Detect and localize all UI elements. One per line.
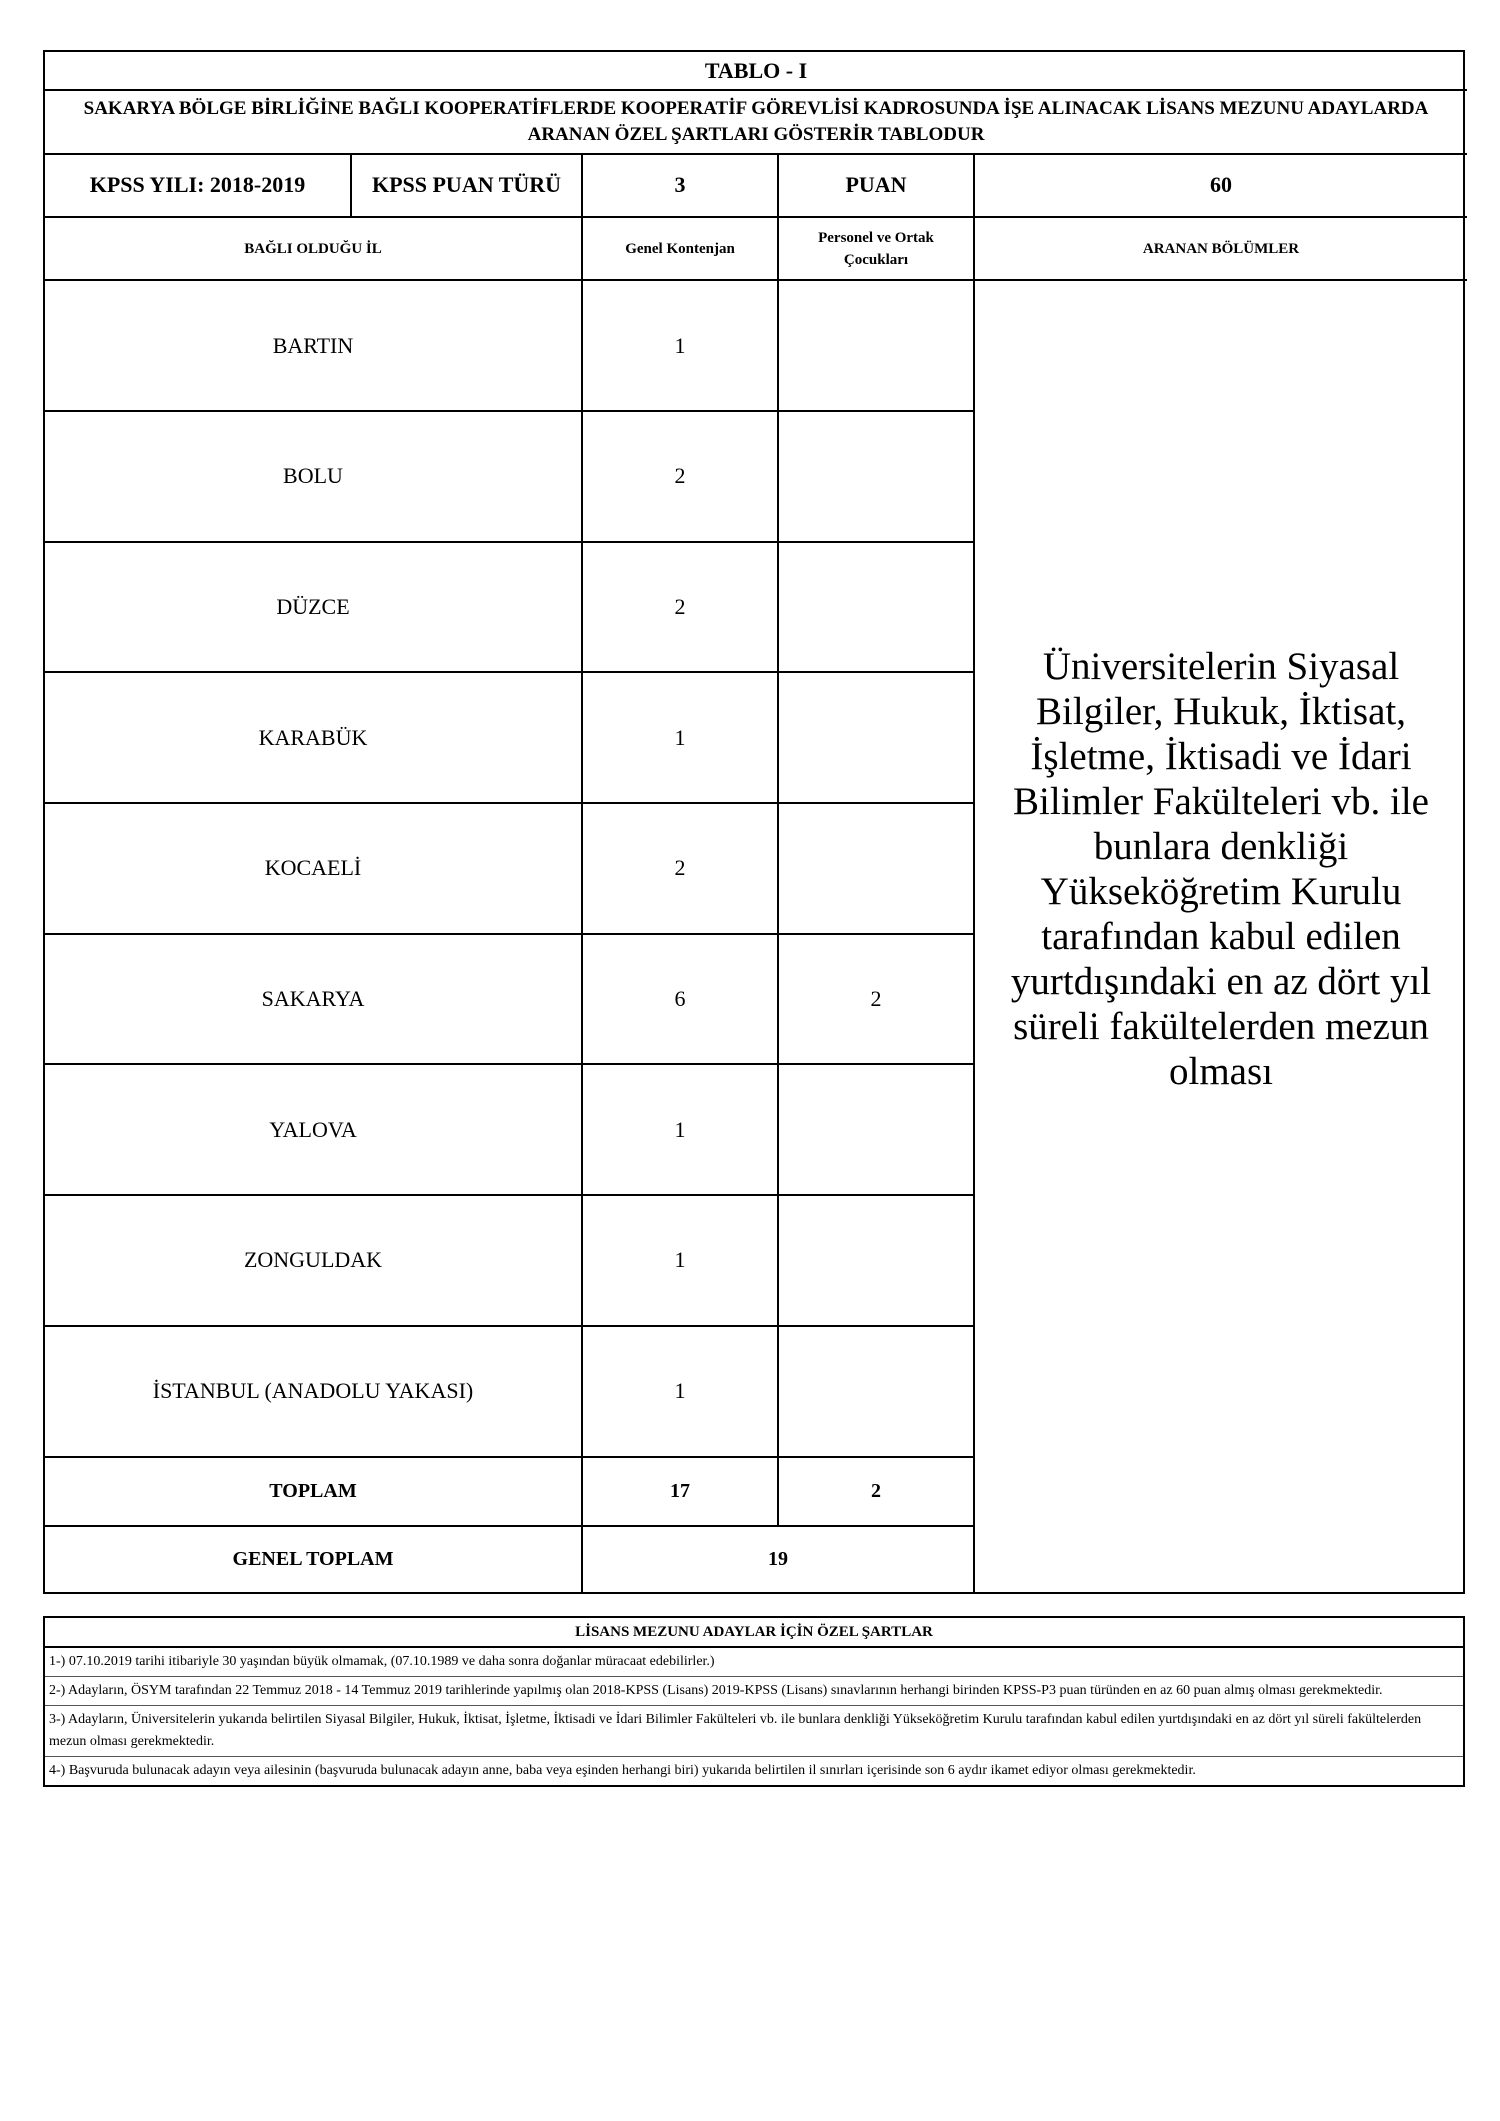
table-title: TABLO - I: [45, 52, 1467, 90]
general-quota-cell: 2: [582, 803, 778, 934]
province-cell: YALOVA: [45, 1064, 582, 1195]
staff-quota-cell: [778, 1064, 974, 1195]
title-row: [45, 52, 1467, 90]
col-header-staff-children: Personel ve Ortak Çocukları: [778, 217, 974, 280]
condition-item: 2-) Adayların, ÖSYM tarafından 22 Temmuz 2018 - 14 Temmuz 2019 tarihlerinde yapılmış olan 2018-KPSS (Lisans) 2019-KPSS (Lisans) sınavlarının herhangi birinden KPSS-P3 puan türünden en az 60 puan almış olması gerekmektedir.: [45, 1677, 1463, 1706]
kpss-type-value: 3: [582, 154, 778, 217]
general-quota-cell: 1: [582, 672, 778, 803]
staff-quota-cell: 2: [778, 934, 974, 1065]
general-quota-cell: 1: [582, 1326, 778, 1458]
general-quota-cell: 1: [582, 280, 778, 411]
puan-label: PUAN: [778, 154, 974, 217]
special-conditions-box: [43, 1616, 1465, 1787]
condition-item: 3-) Adayların, Üniversitelerin yukarıda belirtilen Siyasal Bilgiler, Hukuk, İktisat, İşletme, İktisadi ve İdari Bilimler Fakülteleri vb. ile bunlara denkliği Yükseköğretim Kurulu tarafından kabul edilen yurtdışındaki en az dört yıl süreli fakültelerden mezun olması gerekmektedir.: [45, 1706, 1463, 1757]
general-quota-cell: 1: [582, 1195, 778, 1326]
total-general: 17: [582, 1457, 778, 1525]
col-header-general-quota: Genel Kontenjan: [582, 217, 778, 280]
puan-value: 60: [974, 154, 1467, 217]
province-cell: ZONGULDAK: [45, 1195, 582, 1326]
departments-blank-cell: [974, 1457, 1467, 1592]
quota-table-frame: [43, 50, 1465, 1594]
general-quota-cell: 1: [582, 1064, 778, 1195]
subtitle-row: [45, 90, 1467, 153]
required-departments-text: Üniversitelerin Siyasal Bilgiler, Hukuk, İktisat, İşletme, İktisadi ve İdari Bilimler Fakülteleri vb. ile bunlara denkliği Yükseköğretim Kurulu tarafından kabul edilen yurtdışındaki en az dört yıl süreli fakültelerden mezun olması: [974, 280, 1467, 1457]
total-label: TOPLAM: [45, 1457, 582, 1525]
col-header-province: BAĞLI OLDUĞU İL: [45, 217, 582, 280]
kpss-info-row: [45, 154, 1467, 217]
grand-total-label: GENEL TOPLAM: [45, 1526, 582, 1592]
grand-total-value: 19: [582, 1526, 974, 1592]
province-cell: KOCAELİ: [45, 803, 582, 934]
province-cell: DÜZCE: [45, 542, 582, 673]
special-conditions-table: [45, 1618, 1463, 1785]
total-row: [45, 1457, 1467, 1525]
kpss-type-label: KPSS PUAN TÜRÜ: [371, 172, 562, 198]
kpss-info-group: [45, 154, 582, 217]
general-quota-cell: 6: [582, 934, 778, 1065]
condition-item: 4-) Başvuruda bulunacak adayın veya ailesinin (başvuruda bulunacak adayın anne, baba veya eşinden herhangi biri) yukarıda belirtilen il sınırları içerisinde son 6 aydır ikamet ediyor olması gerekmektedir.: [45, 1757, 1463, 1786]
kpss-year-label: KPSS YILI: 2018-2019: [45, 155, 352, 216]
table-row: [45, 280, 1467, 411]
quota-table: [45, 52, 1467, 1592]
general-quota-cell: 2: [582, 542, 778, 673]
province-cell: KARABÜK: [45, 672, 582, 803]
table-subtitle: SAKARYA BÖLGE BİRLİĞİNE BAĞLI KOOPERATİFLERDE KOOPERATİF GÖREVLİSİ KADROSUNDA İŞE ALINACAK LİSANS MEZUNU ADAYLARDA ARANAN ÖZEL ŞARTLARI GÖSTERİR TABLODUR: [45, 90, 1467, 153]
total-staff: 2: [778, 1457, 974, 1525]
province-cell: İSTANBUL (ANADOLU YAKASI): [45, 1326, 582, 1458]
province-cell: BOLU: [45, 411, 582, 542]
staff-quota-cell: [778, 803, 974, 934]
staff-quota-cell: [778, 672, 974, 803]
staff-quota-cell: [778, 411, 974, 542]
province-cell: SAKARYA: [45, 934, 582, 1065]
staff-quota-cell: [778, 542, 974, 673]
staff-quota-cell: [778, 280, 974, 411]
condition-item: 1-) 07.10.2019 tarihi itibariyle 30 yaşından büyük olmamak, (07.10.1989 ve daha sonra doğanlar müracaat edebilirler.): [45, 1647, 1463, 1677]
general-quota-cell: 2: [582, 411, 778, 542]
staff-quota-cell: [778, 1195, 974, 1326]
special-conditions-title: LİSANS MEZUNU ADAYLAR İÇİN ÖZEL ŞARTLAR: [45, 1618, 1463, 1647]
column-header-row: [45, 217, 1467, 280]
staff-quota-cell: [778, 1326, 974, 1458]
col-header-departments: ARANAN BÖLÜMLER: [974, 217, 1467, 280]
province-cell: BARTIN: [45, 280, 582, 411]
